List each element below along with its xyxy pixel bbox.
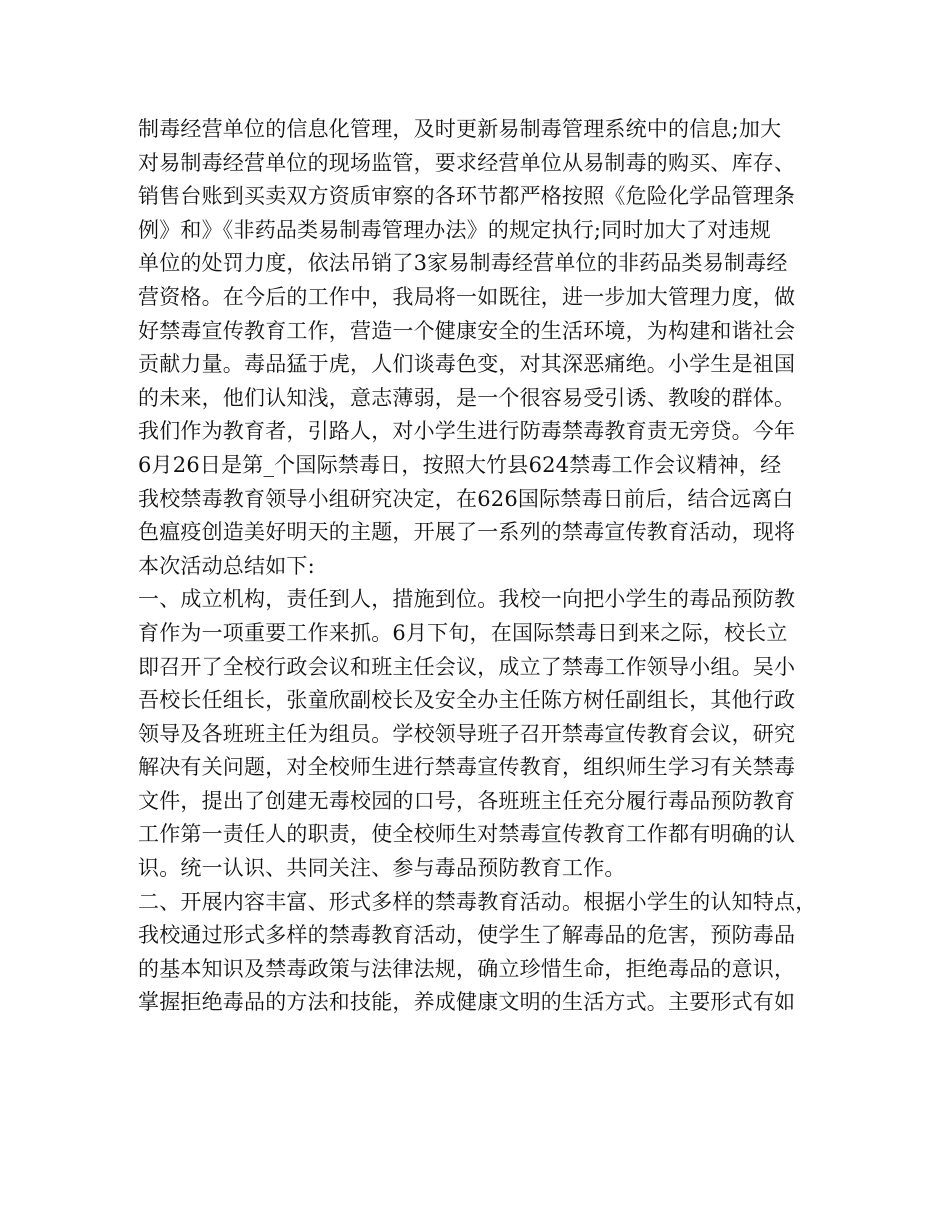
- text-line: 识。统一认识、共同关注、参与毒品预防教育工作。: [138, 856, 626, 881]
- section-heading-line: 二、开展内容丰富、形式多样的禁毒教育活动。根据小学生的认知特点，: [138, 889, 817, 914]
- text-line: 的基本知识及禁毒政策与法律法规，确立珍惜生命，拒绝毒品的意识，: [138, 956, 796, 981]
- text-line: 例》和》《非药品类易制毒管理办法》的规定执行;同时加大了对违规: [138, 217, 771, 242]
- text-line: 好禁毒宣传教育工作，营造一个健康安全的生活环境，为构建和谐社会: [138, 318, 796, 343]
- text-line: 我们作为教育者，引路人，对小学生进行防毒禁毒教育责无旁贷。今年: [138, 419, 796, 444]
- text-line: 6月26日是第_个国际禁毒日，按照大竹县624禁毒工作会议精神，经: [138, 452, 782, 477]
- text-line: 本次活动总结如下:: [138, 553, 315, 578]
- text-line: 销售台账到买卖双方资质审察的各环节都严格按照《危险化学品管理条: [138, 184, 796, 209]
- text-line: 领导及各班班主任为组员。学校领导班子召开禁毒宣传教育会议，研究: [138, 721, 796, 746]
- text-line: 色瘟疫创造美好明天的主题，开展了一系列的禁毒宣传教育活动，现将: [138, 520, 796, 545]
- body-text: [138, 113, 828, 1020]
- text-line: 文件，提出了创建无毒校园的口号，各班班主任充分履行毒品预防教育: [138, 788, 796, 813]
- text-line: 的未来，他们认知浅，意志薄弱，是一个很容易受引诱、教唆的群体。: [138, 385, 796, 410]
- text-line: 营资格。在今后的工作中，我局将一如既往，进一步加大管理力度，做: [138, 284, 796, 309]
- text-line: 我校通过形式多样的禁毒教育活动，使学生了解毒品的危害，预防毒品: [138, 923, 796, 948]
- text-line: 掌握拒绝毒品的方法和技能，养成健康文明的生活方式。主要形式有如: [138, 990, 796, 1015]
- text-line: 对易制毒经营单位的现场监管，要求经营单位从易制毒的购买、库存、: [138, 150, 796, 175]
- text-line: 贡献力量。毒品猛于虎，人们谈毒色变，对其深恶痛绝。小学生是祖国: [138, 352, 796, 377]
- text-line: 单位的处罚力度，依法吊销了3家易制毒经营单位的非药品类易制毒经: [138, 251, 788, 276]
- text-line: 工作第一责任人的职责，使全校师生对禁毒宣传教育工作都有明确的认: [138, 822, 796, 847]
- text-line: 制毒经营单位的信息化管理，及时更新易制毒管理系统中的信息;加大: [138, 117, 782, 141]
- text-line: 吾校长任组长，张童欣副校长及安全办主任陈方树任副组长，其他行政: [138, 688, 796, 713]
- text-line: 解决有关问题，对全校师生进行禁毒宣传教育，组织师生学习有关禁毒: [138, 755, 796, 780]
- text-line: 育作为一项重要工作来抓。6月下旬，在国际禁毒日到来之际，校长立: [138, 620, 788, 645]
- section-heading-line: 一、成立机构，责任到人，措施到位。我校一向把小学生的毒品预防教: [138, 587, 796, 612]
- text-line: 即召开了全校行政会议和班主任会议，成立了禁毒工作领导小组。吴小: [138, 654, 796, 679]
- text-line: 我校禁毒教育领导小组研究决定，在626国际禁毒日前后，结合远离白: [138, 486, 794, 511]
